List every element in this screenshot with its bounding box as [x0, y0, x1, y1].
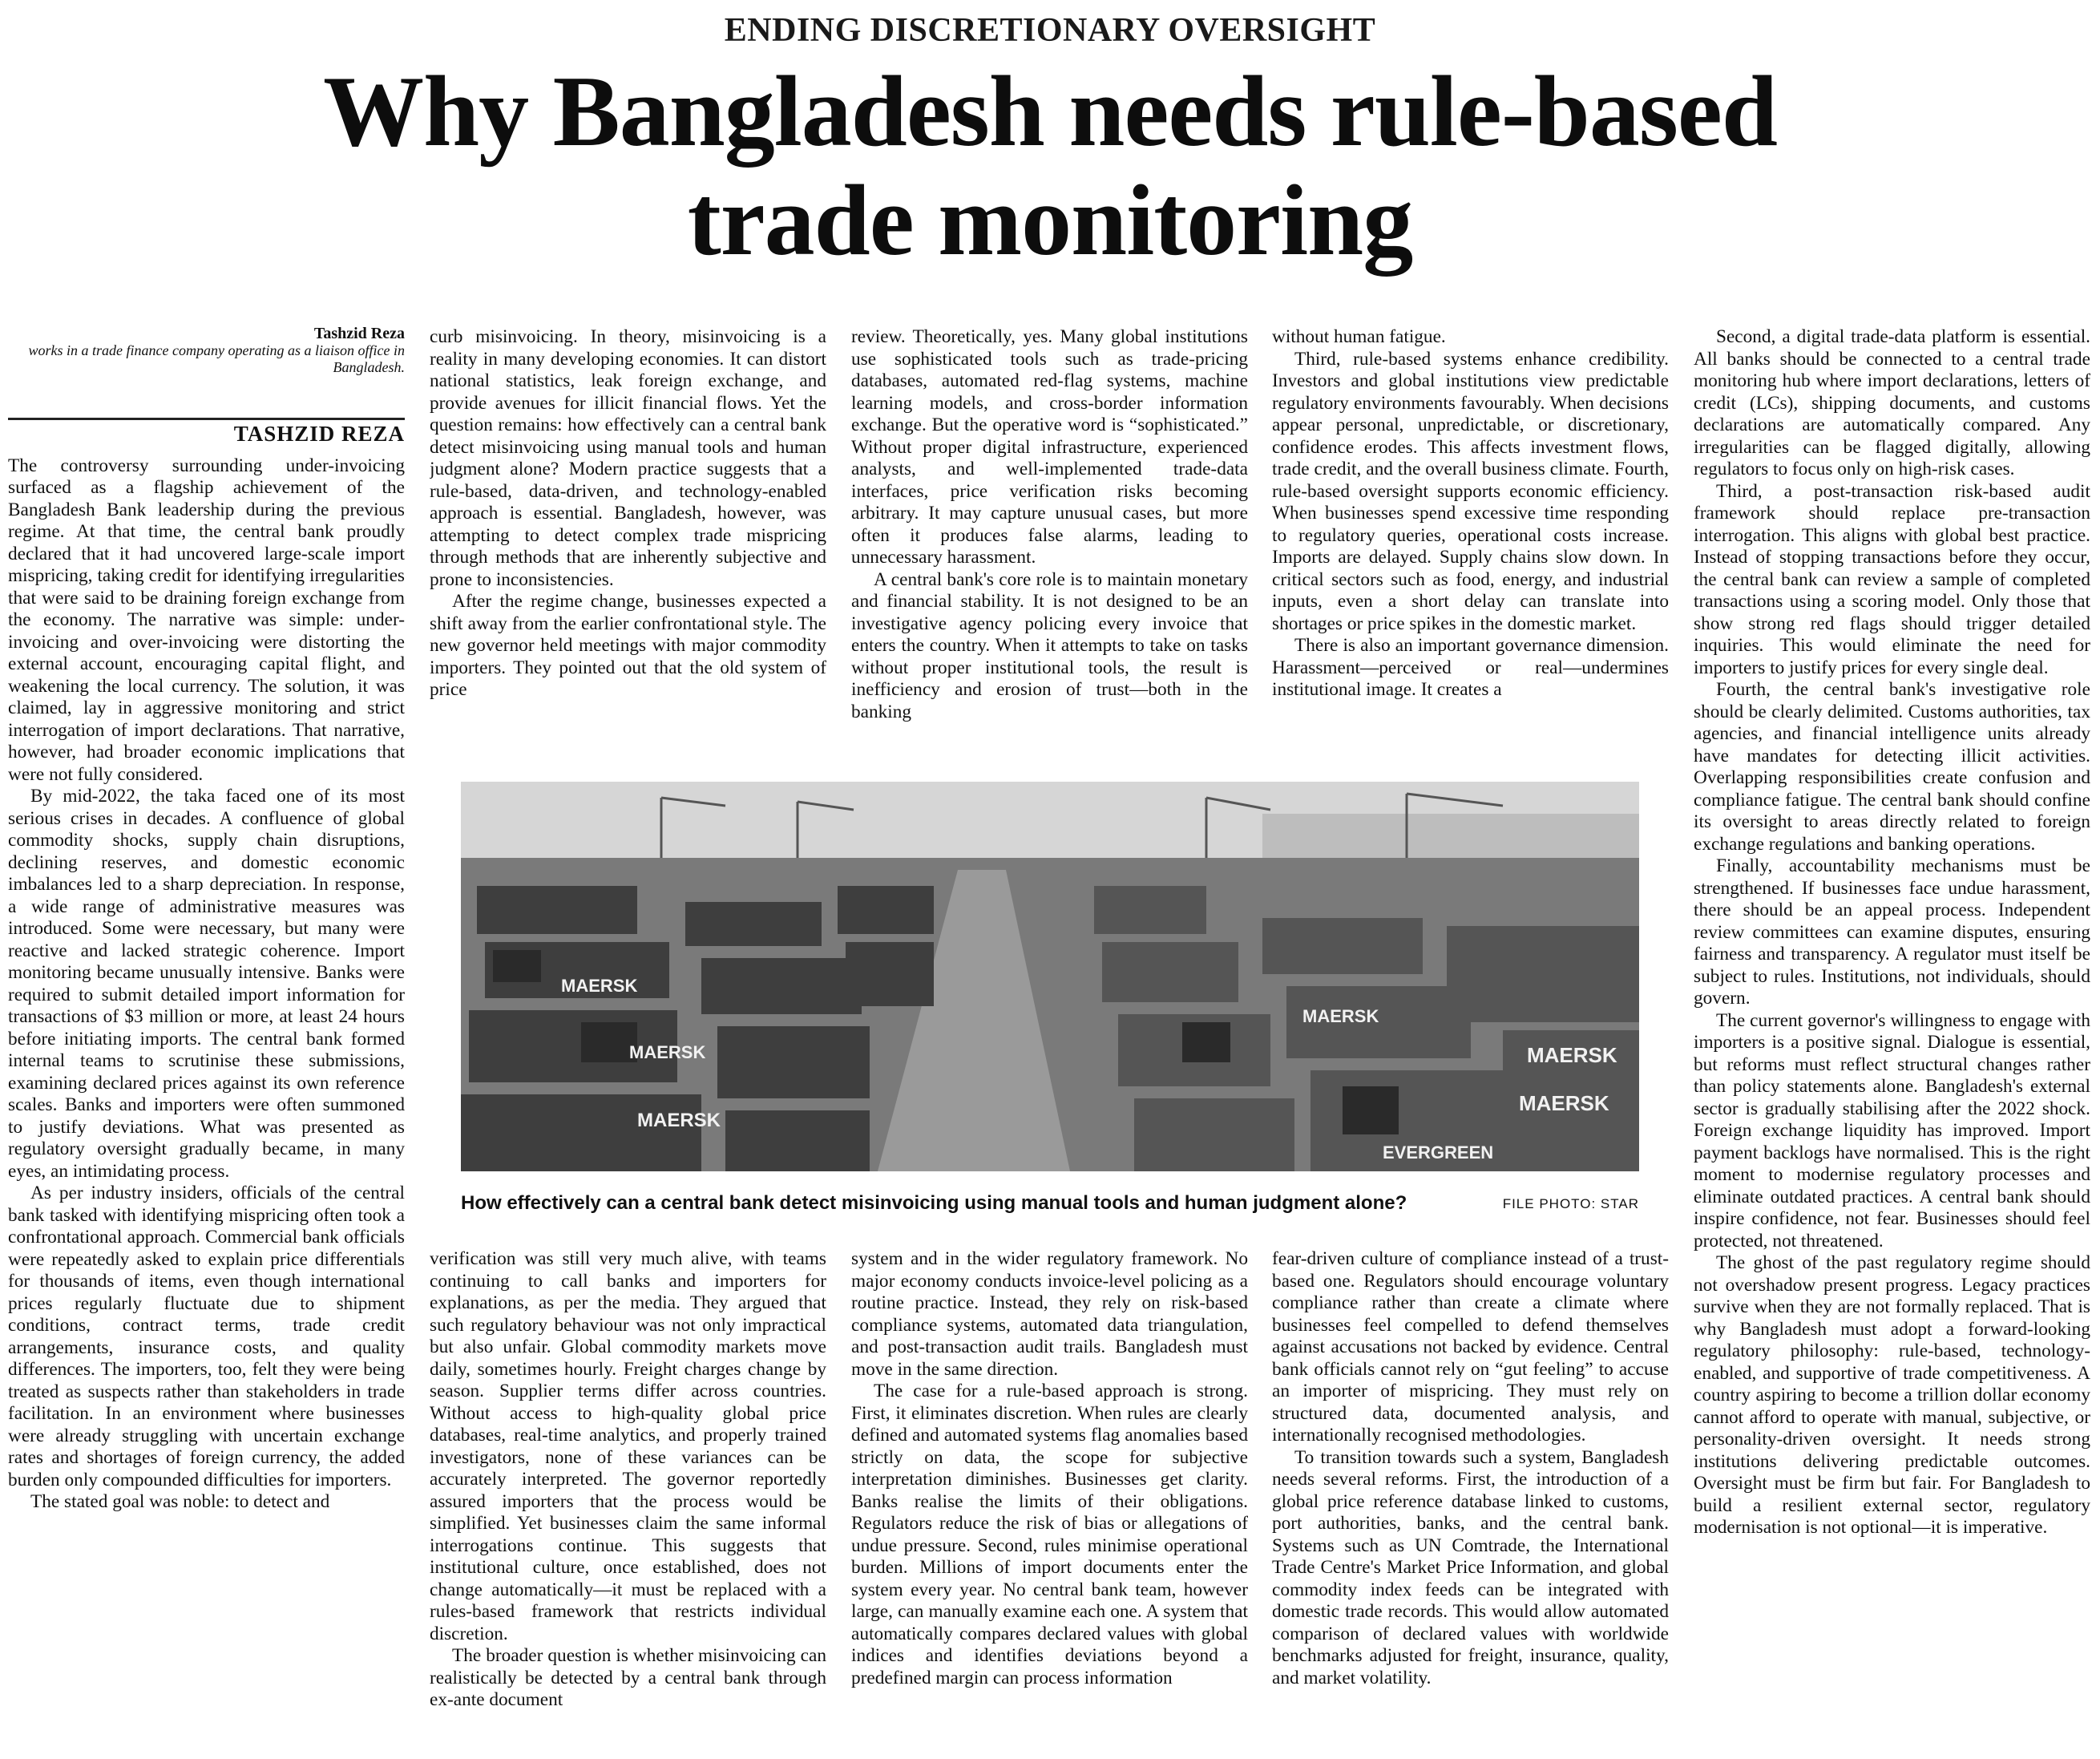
- headline-line-2: trade monitoring: [687, 165, 1413, 277]
- container-label: MAERSK: [1302, 1006, 1379, 1026]
- column-4-top: [1272, 326, 1669, 763]
- container-label: MAERSK: [1519, 1091, 1609, 1115]
- byline-bio: works in a trade finance company operating as a liaison office in Bangladesh.: [28, 342, 405, 375]
- paragraph: fear-driven culture of compliance instead of a trust-based one. Regulators should encourage voluntary compliance rather than create a climate where businesses feel compelled to defend themselves against accusations not backed by evidence. Central bank officials cannot rely on “gut feeling” to accuse an importer of mispricing. They must rely on structured data, documented analysis, and internationally recognised methodologies.: [1272, 1248, 1669, 1446]
- headline: [0, 58, 2100, 276]
- paragraph: review. Theoretically, yes. Many global institutions use sophisticated tools such as trade-pricing databases, automated red-flag systems, machine learning models, and cross-border information exchange. But the operative word is “sophisticated.” Without proper digital infrastructure, experienced analysts, and well-implemented trade-data interfaces, price verification risks becoming arbitrary. It may capture unusual cases, but more often it produces false alarms, leading to unnecessary harassment.: [851, 326, 1248, 568]
- paragraph: Finally, accountability mechanisms must be strengthened. If businesses face undue harassment, there should be an appeal process. Independent review committees can examine disputes, ensuring fairness and transparency. A regulator must itself be subject to rules. Institutions, not individuals, should govern.: [1694, 855, 2090, 1009]
- byline-name: Tashzid Reza: [313, 325, 405, 342]
- paragraph: The stated goal was noble: to detect and: [30, 1491, 330, 1512]
- paragraph: The case for a rule-based approach is strong. First, it eliminates discretion. When rules are clearly defined and automated systems flag anomalies based strictly on data, the scope for subjective interpretation diminishes. Businesses get clarity. Banks realise the limits of their obligations. Regulators reduce the risk of bias or allegations of undue pressure. Second, rules minimise operational burden. Millions of import documents enter the system every year. No central bank team, however large, can manually examine each one. A system that automatically compares declared values with global indices and identifies deviations beyond a predefined margin can process information: [851, 1381, 1248, 1688]
- paragraph: system and in the wider regulatory framework. No major economy conducts invoice-level policing as a routine practice. Instead, they rely on risk-based compliance systems, automated data triangulation, and post-transaction audit trails. Bangladesh must move in the same direction.: [851, 1248, 1248, 1380]
- paragraph: Third, rule-based systems enhance credibility. Investors and global institutions view predictable regulatory environments favourably. When decisions appear personal, unpredictable, or discretionary, confidence erodes. This affects investment flows, trade credit, and the overall business climate. Fourth, rule-based oversight supports economic efficiency. When businesses spend excessive time responding to regulatory queries, operational costs increase. Imports are delayed. Supply chains slow down. In critical sectors such as food, energy, and industrial inputs, even a short delay can translate into shortages or price spikes in the domestic market.: [1272, 348, 1669, 634]
- author-name: TASHZID REZA: [233, 422, 405, 446]
- headline-line-1: Why Bangladesh needs rule-based: [323, 56, 1777, 168]
- column-3-bottom: [851, 1248, 1248, 1753]
- container-label: MAERSK: [1527, 1043, 1617, 1067]
- paragraph: without human fatigue.: [1272, 326, 1446, 347]
- photo-credit: FILE PHOTO: STAR: [1502, 1196, 1639, 1211]
- paragraph: curb misinvoicing. In theory, misinvoicing is a reality in many developing economies. It can distort national statistics, leak foreign exchange, and provide avenues for illicit financial flows. Yet the question remains: how effectively can a central bank detect misinvoicing using manual tools and human judgment alone? Modern practice suggests that a rule-based, data-driven, and technology-enabled approach is essential. Bangladesh, however, was attempting to detect complex trade mispricing through methods that are inherently subjective and prone to inconsistencies.: [430, 326, 826, 590]
- paragraph: After the regime change, businesses expected a shift away from the earlier confrontational style. The new governor held meetings with major commodity importers. They pointed out that the old system of price: [430, 591, 826, 700]
- container-yard-illustration: [461, 782, 1639, 1171]
- kicker: ENDING DISCRETIONARY OVERSIGHT: [724, 12, 1376, 49]
- paragraph: Second, a digital trade-data platform is essential. All banks should be connected to a central trade monitoring hub where import declarations, letters of credit (LCs), shipping documents, and customs declarations are automatically compared. Any irregularities can be flagged digitally, allowing regulators to focus only on high-risk cases.: [1694, 326, 2090, 479]
- paragraph: Fourth, the central bank's investigative role should be clearly delimited. Customs authorities, tax agencies, and financial intelligence units already have mandates for detecting illicit activities. Overlapping responsibilities create confusion and compliance fatigue. The central bank should confine its oversight to areas directly related to foreign exchange regulations and banking operations.: [1694, 679, 2090, 855]
- paragraph: By mid-2022, the taka faced one of its most serious crises in decades. A confluence of global commodity shocks, supply chain disruptions, declining reserves, and domestic economic imbalances led to a sharp depreciation. In response, a wide range of administrative measures was introduced. Some were necessary, but many were reactive and lacked strategic coherence. Import monitoring became unusually intensive. Banks were required to submit detailed import information for transactions of $3 million or more, at least 24 hours before initiating imports. The central bank formed internal teams to scrutinise these submissions, examining declared prices against its own reference scales. Banks and importers were often summoned to justify deviations. What was presented as regulatory oversight gradually became, in many eyes, an intimidating process.: [8, 786, 405, 1182]
- paragraph: The current governor's willingness to engage with importers is a positive signal. Dialogue is essential, but reforms must reflect structural changes rather than policy statements alone. Bangladesh's external sector is gradually stabilising after the 2022 shock. Foreign exchange liquidity has improved. Import payment backlogs have normalised. This is the right moment to modernise regulatory processes and eliminate outdated practices. A central bank should inspire confidence, not fear. Businesses should feel protected, not threatened.: [1694, 1009, 2090, 1252]
- port-photo: [461, 782, 1639, 1171]
- container-label: MAERSK: [629, 1042, 706, 1062]
- paragraph: The ghost of the past regulatory regime should not overshadow present progress. Legacy practices survive when they are not formally replaced. That is why Bangladesh must adopt a forward-looking regulatory philosophy: rule-based, technology-enabled, and supportive of trade competitiveness. A country aspiring to become a trillion dollar economy cannot afford to operate with manual, subjective, or personality-driven oversight. It needs strong institutions delivering predictable outcomes. Oversight must be firm but fair. For Bangladesh to build a resilient external sector, regulatory modernisation is not optional—it is imperative.: [1694, 1252, 2090, 1538]
- column-5: [1694, 326, 2090, 1753]
- container-label: MAERSK: [561, 976, 638, 996]
- paragraph: verification was still very much alive, with teams continuing to call banks and importers for explanations, as per the media. They argued that such regulatory behaviour was not only impractical but also unfair. Global commodity markets move daily, sometimes hourly. Freight charges change by season. Supplier terms differ across countries. Without access to high-quality global price databases, real-time analytics, and properly trained investigators, none of these variances can be accurately interpreted. The governor reportedly assured importers that the process would be simplified. Yet businesses claim the same informal interrogations continue. This suggests that institutional culture, once established, does not change automatically—it must be replaced with a rules-based framework that restricts individual discretion.: [430, 1248, 826, 1644]
- container-label: MAERSK: [637, 1110, 721, 1131]
- photo-caption: [461, 1192, 1639, 1215]
- paragraph: A central bank's core role is to maintain monetary and financial stability. It is not designed to be an investigative agency policing every invoice that enters the country. When it attempts to take on tasks without proper institutional tools, the result is inefficiency and erosion of trust—both in the banking: [851, 568, 1248, 722]
- paragraph: Third, a post-transaction risk-based audit framework should replace pre-transaction interrogation. This aligns with global best practice. Instead of stopping transactions before they occur, the central bank can review a sample of completed transactions using a scoring model. Only those that show strong red flags should trigger detailed inquiries. This would eliminate the need for importers to justify prices for every single deal.: [1694, 480, 2090, 678]
- caption-text: How effectively can a central bank detect misinvoicing using manual tools and human judgment alone?: [461, 1192, 1407, 1214]
- paragraph: As per industry insiders, officials of the central bank tasked with identifying mispricing often took a confrontational approach. Commercial bank officials were repeatedly asked to explain price differentials for thousands of items, even though international prices regularly fluctuate due to shipment conditions, contract terms, trade credit arrangements, insurance costs, and quality differences. The importers, too, felt they were being treated as suspects rather than stakeholders in trade facilitation. In an environment where businesses were already struggling with uncertain exchange rates and shortages of foreign currency, the added burden only compounded difficulties for importers.: [8, 1183, 405, 1490]
- container-label: EVERGREEN: [1383, 1142, 1494, 1163]
- paragraph: The broader question is whether misinvoicing can realistically be detected by a central bank through ex-ante document: [430, 1645, 826, 1710]
- paragraph: To transition towards such a system, Bangladesh needs several reforms. First, the introduction of a global price reference database linked to customs, port authorities, banks, and the central bank. Systems such as UN Comtrade, the International Trade Centre's Market Price Information, and global commodity index feeds can be integrated with domestic trade records. This would allow automated comparison of declared values with worldwide benchmarks adjusted for freight, insurance, quality, and market volatility.: [1272, 1446, 1669, 1688]
- paragraph: There is also an important governance dimension. Harassment—perceived or real—undermines institutional image. It creates a: [1272, 635, 1669, 700]
- column-3-top: [851, 326, 1248, 763]
- column-1: [8, 325, 405, 1752]
- author-rule: [8, 418, 405, 420]
- column-4-bottom: [1272, 1248, 1669, 1753]
- column-2-bottom: [430, 1248, 826, 1753]
- column-2-top: [430, 326, 826, 763]
- paragraph: The controversy surrounding under-invoicing surfaced as a flagship achievement of the Bangladesh Bank leadership during the previous regime. At that time, the central bank proudly declared that it had uncovered large-scale import mispricing, taking credit for identifying irregularities that were said to be draining foreign exchange from the economy. The narrative was simple: under-invoicing and over-invoicing were distorting the external account, encouraging capital flight, and weakening the local currency. The solution, it was claimed, lay in aggressive monitoring and strict interrogation of import declarations. That narrative, however, had broader economic implications that were not fully considered.: [8, 455, 405, 785]
